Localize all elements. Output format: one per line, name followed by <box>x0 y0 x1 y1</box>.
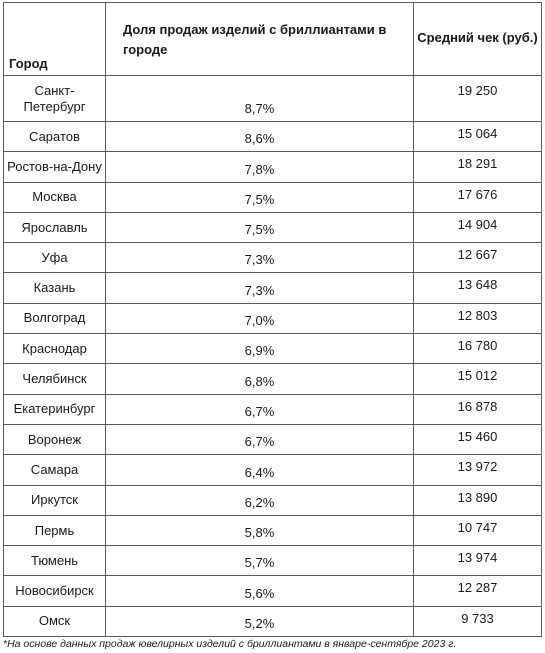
city-cell: Екатеринбург <box>4 394 106 424</box>
avg-check-cell: 19 250 <box>414 76 542 122</box>
share-cell: 6,9% <box>106 334 414 364</box>
city-cell: Краснодар <box>4 334 106 364</box>
city-cell: Ростов-на-Дону <box>4 152 106 182</box>
table-row <box>4 424 542 454</box>
city-cell: Иркутск <box>4 485 106 515</box>
city-cell: Новосибирск <box>4 576 106 606</box>
share-cell: 6,2% <box>106 485 414 515</box>
share-cell: 6,7% <box>106 394 414 424</box>
table-row <box>4 546 542 576</box>
table-row <box>4 485 542 515</box>
avg-check-cell: 15 460 <box>414 424 542 454</box>
table-row <box>4 212 542 242</box>
table-row <box>4 455 542 485</box>
avg-check-cell: 15 064 <box>414 122 542 152</box>
share-cell: 5,6% <box>106 576 414 606</box>
avg-check-cell: 12 803 <box>414 303 542 333</box>
share-cell: 6,8% <box>106 364 414 394</box>
avg-check-cell: 16 780 <box>414 334 542 364</box>
avg-check-cell: 10 747 <box>414 515 542 545</box>
city-cell: Пермь <box>4 515 106 545</box>
table-row <box>4 576 542 606</box>
table-row <box>4 243 542 273</box>
header-avg-check: Средний чек (руб.) <box>414 3 542 76</box>
city-cell: Москва <box>4 182 106 212</box>
share-cell: 5,7% <box>106 546 414 576</box>
avg-check-cell: 18 291 <box>414 152 542 182</box>
city-cell: Волгоград <box>4 303 106 333</box>
share-cell: 7,0% <box>106 303 414 333</box>
city-cell: Самара <box>4 455 106 485</box>
table-row <box>4 364 542 394</box>
city-cell: Саратов <box>4 122 106 152</box>
share-cell: 5,8% <box>106 515 414 545</box>
share-cell: 7,3% <box>106 243 414 273</box>
avg-check-cell: 13 974 <box>414 546 542 576</box>
avg-check-cell: 13 890 <box>414 485 542 515</box>
share-cell: 5,2% <box>106 606 414 636</box>
table-row <box>4 76 542 122</box>
avg-check-cell: 15 012 <box>414 364 542 394</box>
share-cell: 8,6% <box>106 122 414 152</box>
table-row <box>4 273 542 303</box>
footnote: *На основе данных продаж ювелирных изделий с бриллиантами в январе-сентябре 2023 г. <box>3 638 457 650</box>
city-cell: Воронеж <box>4 424 106 454</box>
avg-check-cell: 14 904 <box>414 212 542 242</box>
table-row <box>4 122 542 152</box>
share-cell: 7,8% <box>106 152 414 182</box>
city-cell: Казань <box>4 273 106 303</box>
avg-check-cell: 13 972 <box>414 455 542 485</box>
table-row <box>4 334 542 364</box>
avg-check-cell: 12 287 <box>414 576 542 606</box>
avg-check-cell: 13 648 <box>414 273 542 303</box>
table-row <box>4 606 542 636</box>
table-row <box>4 152 542 182</box>
share-cell: 7,5% <box>106 182 414 212</box>
share-cell: 6,7% <box>106 424 414 454</box>
share-cell: 7,5% <box>106 212 414 242</box>
header-city: Город <box>4 3 106 76</box>
table-header-row <box>4 3 542 76</box>
avg-check-cell: 9 733 <box>414 606 542 636</box>
table-row <box>4 303 542 333</box>
table-row <box>4 182 542 212</box>
table-body <box>4 76 542 637</box>
share-cell: 6,4% <box>106 455 414 485</box>
sales-table <box>3 2 542 637</box>
city-cell: Уфа <box>4 243 106 273</box>
share-cell: 8,7% <box>106 76 414 122</box>
header-share: Доля продаж изделий с бриллиантами в городе <box>106 3 414 76</box>
table-row <box>4 394 542 424</box>
avg-check-cell: 16 878 <box>414 394 542 424</box>
table-row <box>4 515 542 545</box>
city-cell: Челябинск <box>4 364 106 394</box>
city-cell: Ярославль <box>4 212 106 242</box>
avg-check-cell: 12 667 <box>414 243 542 273</box>
avg-check-cell: 17 676 <box>414 182 542 212</box>
city-cell: Санкт-Петербург <box>4 76 106 122</box>
city-cell: Тюмень <box>4 546 106 576</box>
city-cell: Омск <box>4 606 106 636</box>
share-cell: 7,3% <box>106 273 414 303</box>
